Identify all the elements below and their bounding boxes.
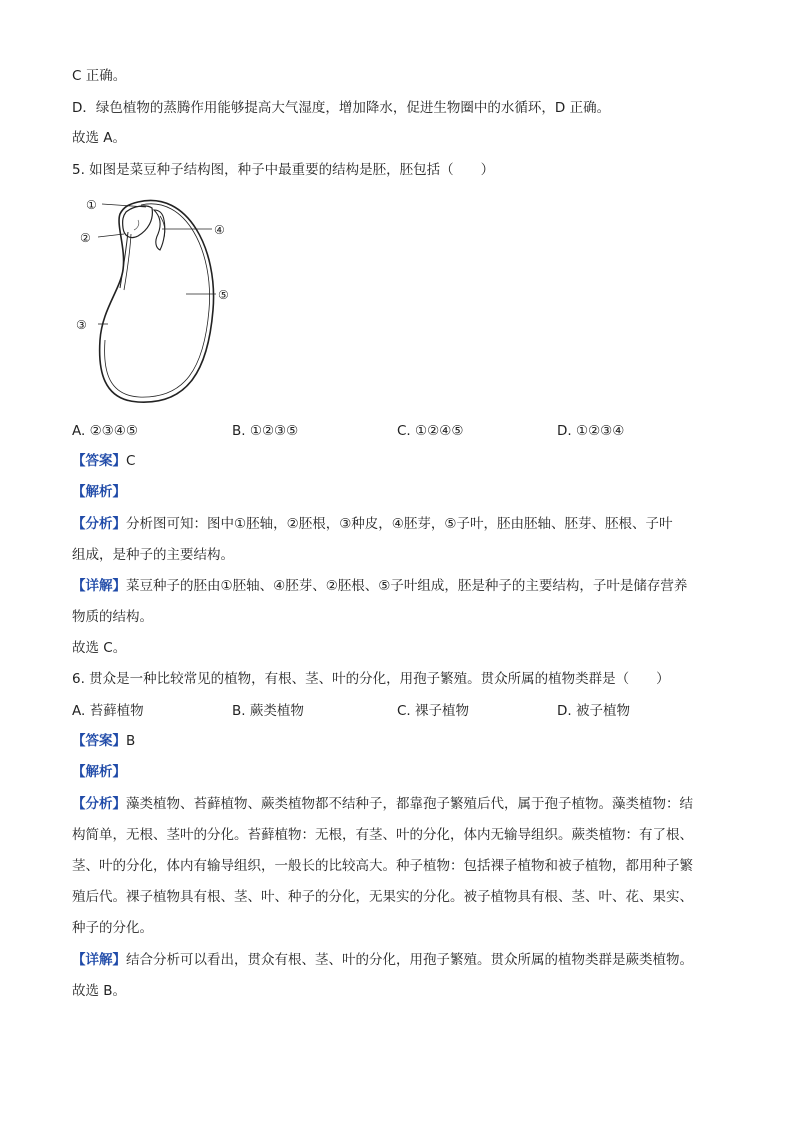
text-line: 故选 A。 — [72, 130, 127, 146]
q6-detail-line — [72, 951, 693, 969]
q6-jiexi-heading — [72, 763, 126, 781]
answer-tag: 【答案】 — [72, 453, 126, 469]
q5-detail-line: 物质的结构。 — [72, 609, 153, 625]
answer-value: C — [126, 453, 136, 469]
q6-option-c: C. 裸子植物 — [397, 703, 470, 719]
radicle-shape — [123, 206, 153, 238]
q6-analysis-line: 殖后代。裸子植物具有根、茎、叶、种子的分化，无果实的分化。被子植物具有根、茎、叶、花、果实、 — [72, 889, 693, 905]
fenxi-tag: 【分析】 — [72, 796, 126, 812]
leader-line-1 — [102, 204, 146, 207]
label-1: ① — [86, 198, 97, 212]
text-line: D．绿色植物的蒸腾作用能够提高大气湿度，增加降水，促进生物圈中的水循环，D 正确。 — [72, 100, 611, 116]
q6-option-b: B. 蕨类植物 — [232, 703, 304, 719]
label-5: ⑤ — [218, 288, 229, 302]
xiangjie-tag: 【详解】 — [72, 952, 126, 968]
q6-analysis-line: 构简单，无根、茎叶的分化。苔藓植物：无根，有茎、叶的分化，体内无输导组织。蕨类植物：有了根、 — [72, 827, 693, 843]
fenxi-tag: 【分析】 — [72, 516, 126, 532]
label-4: ④ — [214, 223, 225, 237]
q6-option-a: A. 苔藓植物 — [72, 703, 144, 719]
jiexi-tag: 【解析】 — [72, 764, 126, 780]
analysis-text: 藻类植物、苔藓植物、蕨类植物都不结种子，都靠孢子繁殖后代，属于孢子植物。藻类植物：结 — [126, 796, 693, 812]
q5-option-c: C. ①②④⑤ — [397, 423, 464, 439]
q5-option-b: B. ①②③⑤ — [232, 423, 299, 439]
q5-jiexi-heading — [72, 483, 126, 501]
detail-text: 菜豆种子的胚由①胚轴、④胚芽、②胚根、⑤子叶组成，胚是种子的主要结构，子叶是储存营养 — [126, 578, 688, 594]
q5-option-a: A. ②③④⑤ — [72, 423, 138, 439]
answer-tag: 【答案】 — [72, 733, 126, 749]
q6-select: 故选 B。 — [72, 983, 127, 999]
seed-coat-outline — [100, 200, 214, 402]
q6-analysis-line — [72, 795, 693, 813]
q6-option-d: D. 被子植物 — [557, 703, 630, 719]
q5-option-d: D. ①②③④ — [557, 423, 625, 439]
bean-seed-diagram — [68, 190, 248, 415]
bean-seed-figure — [68, 190, 248, 415]
jiexi-tag: 【解析】 — [72, 484, 126, 500]
label-2: ② — [80, 231, 91, 245]
q5-select: 故选 C。 — [72, 640, 127, 656]
plumule-shape — [154, 210, 165, 250]
q6-analysis-line: 茎、叶的分化，体内有输导组织，一般长的比较高大。种子植物：包括裸子植物和被子植物，都用种子繁 — [72, 858, 693, 874]
q5-answer — [72, 452, 135, 470]
q5-analysis-line — [72, 515, 673, 533]
question-6-stem: 6. 贯众是一种比较常见的植物，有根、茎、叶的分化，用孢子繁殖。贯众所属的植物类群是（ ） — [72, 671, 670, 687]
analysis-text: 分析图可知：图中①胚轴，②胚根，③种皮，④胚芽，⑤子叶，胚由胚轴、胚芽、胚根、子叶 — [126, 516, 673, 532]
q5-detail-line — [72, 577, 687, 595]
q6-analysis-line: 种子的分化。 — [72, 920, 153, 936]
label-3: ③ — [76, 318, 87, 332]
text-line: C 正确。 — [72, 68, 127, 84]
seed-edge-line-2 — [124, 234, 131, 290]
question-5-stem: 5. 如图是菜豆种子结构图，种子中最重要的结构是胚，胚包括（ ） — [72, 162, 495, 178]
radicle-detail — [134, 220, 139, 230]
q5-analysis-line: 组成，是种子的主要结构。 — [72, 547, 234, 563]
detail-text: 结合分析可以看出，贯众有根、茎、叶的分化，用孢子繁殖。贯众所属的植物类群是蕨类植物。 — [126, 952, 693, 968]
answer-value: B — [126, 733, 136, 749]
xiangjie-tag: 【详解】 — [72, 578, 126, 594]
q6-answer — [72, 732, 135, 750]
